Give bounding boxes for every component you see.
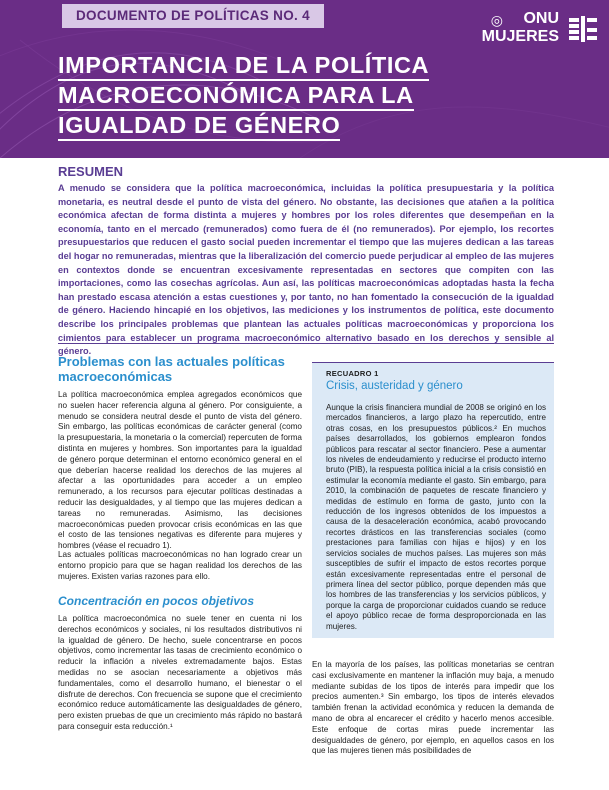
- section-heading-problems: Problemas con las actuales políticas macroeconómicas: [58, 354, 285, 384]
- title-text-1: IMPORTANCIA DE LA POLÍTICA: [58, 52, 429, 81]
- box-title: Crisis, austeridad y género: [326, 380, 463, 392]
- subheading-focus: Concentración en pocos objetivos: [58, 594, 255, 608]
- title-line-1: [58, 52, 429, 78]
- title-text-3: IGUALDAD DE GÉNERO: [58, 112, 340, 141]
- logo-text-mujeres: MUJERES: [481, 28, 559, 45]
- document-series-tag: DOCUMENTO DE POLÍTICAS NO. 4: [62, 4, 324, 28]
- box-label: RECUADRO 1: [326, 369, 379, 378]
- left-paragraph-2: Las actuales políticas macroeconómicas no han logrado crear un entorno propicio para que se hagan realidad los derechos de las mujeres. Existen varias razones para ello.: [58, 550, 302, 581]
- title-line-2: [58, 82, 414, 108]
- box-text: Aunque la crisis financiera mundial de 2008 se originó en los mercados financieros, a largo plazo ha repercutido, entre otras cosas, en los presupuestos públicos.² En muchos países desarrollados, los gobiernos emplearon fondos públicos para rescatar al sector financiero. Pese a aumentar los niveles de endeudamiento y reducirse el producto interno bruto (PIB), la respuesta política inicial a la crisis consistió en estimular la economía mediante el gasto. Sin embargo, para 2010, la combinación de paquetes de rescate financiero y medidas de estímulo en forma de gasto, junto con la reducción de los ingresos obtenidos de los impuestos a causa de la desaceleración económica, acabó provocando recortes drásticos en las transferencias sociales (como prestaciones para familias con hijas e hijos) y en los servicios sociales de muchos países. Las mujeres son más susceptibles de sufrir el impacto de estos recortes porque están excesivamente representadas entre el personal de primera línea del sector público, porque dependen más que los hombres de las transferencias y los servicios públicos, y porque la carga de proporcionar cuidados cuando se reduce el apoyo público recae de forma desproporcionada en las mujeres.: [326, 403, 546, 631]
- summary-text: A menudo se considera que la política macroeconómica, incluidas la política presupuestaria y la política monetaria, es neutral desde el punto de vista del género. No obstante, las decisiones que atañen a la política económica afectan de forma distinta a mujeres y hombres por los roles diferentes que desempeñan en la economía, tanto en el mercado (remunerados) como fuera de él (no remunerados). Por ejemplo, los recortes presupuestarios que reducen el gasto social pueden incrementar el tiempo que las mujeres dedican a las tareas del hogar no remuneradas, mientras que la liberalización del comercio puede perjudicar al empleo de las mujeres en contextos donde se encuentran excesivamente representadas en sectores que compiten con las importaciones, como las cosechas agrícolas. Aun así, las políticas macroeconómicas adoptadas hasta la fecha han prestado escasa atención a estas cuestiones y, por tanto, no han fomentado la consecución de la igualdad de género. Haciendo hincapié en los objetivos, las mediciones y los instrumentos de política, este documento describe los principales problemas que plantean las actuales políticas macroeconómicas y proporciona los cimientos para establecer un programa macroeconómico alternativo basado en los derechos y sensible al género.: [58, 183, 554, 357]
- title-text-2: MACROECONÓMICA PARA LA: [58, 82, 414, 111]
- title-line-3: [58, 112, 340, 138]
- sidebar-box-1: [312, 362, 554, 638]
- un-emblem-icon: ◎: [490, 12, 503, 28]
- section-divider: [58, 343, 554, 344]
- right-paragraph-1: En la mayoría de los países, las políticas monetarias se centran casi exclusivamente en mantener la inflación muy baja, a menudo mediante subidas de los tipos de interés para impedir que los precios aumenten.³ Sin embargo, los tipos de interés elevados también frenan la actividad económica y reducen la demanda de mano de obra al encarecer el crédito y hacerlo menos accesible. Este enfoque de cortas miras puede incrementar las desigualdades de género, por ejemplo, en aquellos casos en los que las mujeres tienen más posibilidades de: [312, 660, 554, 756]
- logo-text-onu: ONU: [523, 10, 559, 27]
- un-women-logo: [481, 10, 601, 50]
- left-paragraph-1: La política macroeconómica emplea agregados económicos que no suelen hacer referencia alguna al género. Por consiguiente, a menudo se considera neutral desde el punto de vista del género. Sin embargo, las políticas económicas de carácter general (como la presupuestaria, la monetaria o la comercial) repercuten de forma distinta en mujeres y hombres. Son importantes para la igualdad de género porque determinan el entorno económico general en el que deberían hacerse realidad los derechos de las mujeres al afectar a las oportunidades para acceder a un empleo remunerado, a los recursos para ejecutar políticas destinadas a reducir las desigualdades, y al tiempo que las mujeres dedican a tareas no remuneradas. Asimismo, las decisiones macroeconómicas pueden provocar crisis económicas en las que el costo de las tensiones negativas es diferente para mujeres y hombres (véase el recuadro 1).: [58, 390, 302, 551]
- summary-heading: RESUMEN: [58, 164, 124, 179]
- un-women-mark-icon: [567, 12, 601, 46]
- left-paragraph-3: La política macroeconómica no suele tener en cuenta ni los derechos económicos y sociales, ni los resultados distributivos ni la igualdad de género. De hecho, suele concentrarse en pocos objetivos, como incrementar las tasas de crecimiento económico o reducir la inflación a niveles extremadamente bajos. Estas medidas no se asocian necesariamente a objetivos más fundamentales, como el desarrollo humano, el bienestar o el disfrute de derechos. Con frecuencia se supone que el crecimiento económico reduce automáticamente las desigualdades de género, pero existen pruebas de que un crecimiento más rápido no bastará para conseguir esta reducción.¹: [58, 614, 302, 731]
- header-banner: [0, 0, 609, 158]
